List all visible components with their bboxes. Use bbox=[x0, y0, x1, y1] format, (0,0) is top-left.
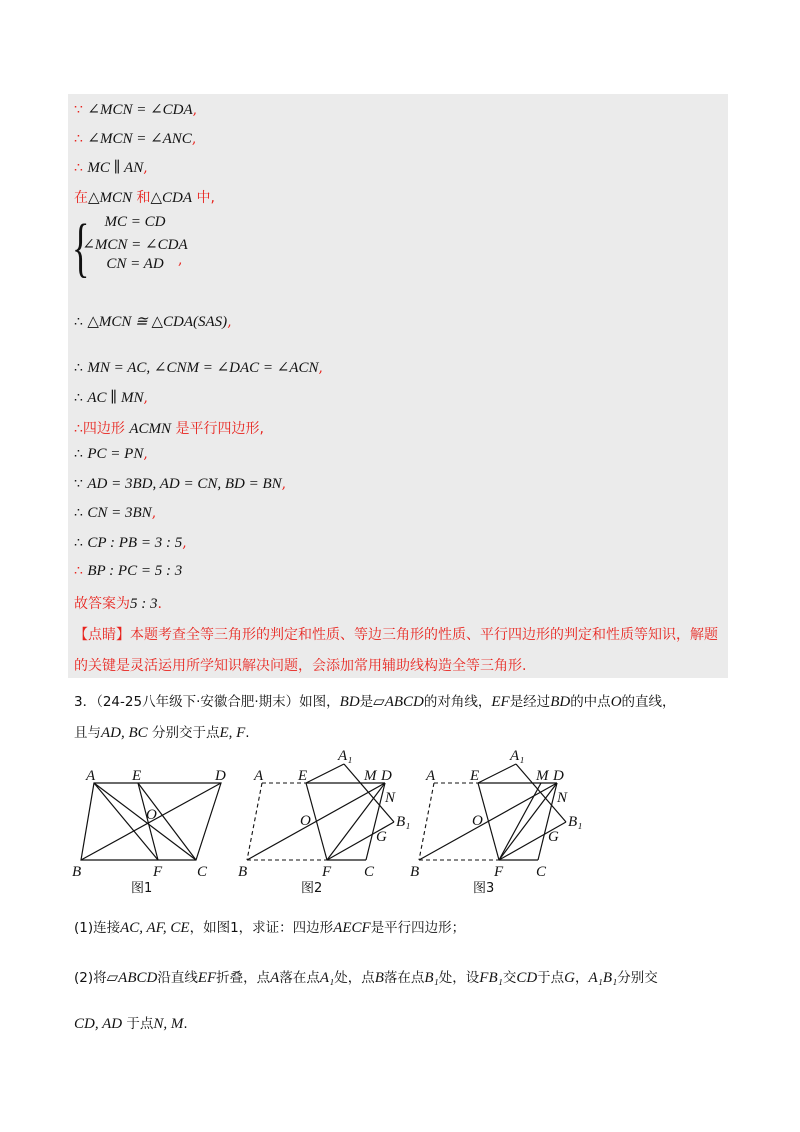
fig3-label-B: B bbox=[410, 864, 420, 880]
solution-line-9: ∴四边形 ACMN 是平行四边形, bbox=[74, 421, 264, 437]
solution-line-8: ∴ AC ∥ MN, bbox=[74, 390, 148, 406]
system-end-comma: , bbox=[178, 252, 183, 268]
fig3-label-F: F bbox=[494, 864, 504, 880]
figure-1 bbox=[72, 768, 226, 896]
solution-line-13: ∴ CP : PB = 3 : 5, bbox=[74, 535, 187, 551]
fig2-label-A1: A₁ bbox=[338, 748, 353, 764]
fig3-label-C: C bbox=[536, 864, 547, 880]
system-eq-2: ∠MCN = ∠CDA bbox=[82, 237, 188, 253]
fig1-caption: 图1 bbox=[131, 881, 153, 896]
fig3-label-A1: A₁ bbox=[510, 748, 525, 764]
solution-line-3: ∴ MC ∥ AN, bbox=[74, 160, 148, 176]
question-part-2: (2)将▱ABCD沿直线EF折叠，点A落在点A₁处，点B落在点B₁处，设FB₁交CD于点G，A₁B₁分别交 bbox=[74, 970, 658, 986]
fig2-label-N: N bbox=[385, 790, 396, 806]
solution-line-1: ∵ ∠MCN = ∠CDA, bbox=[74, 102, 198, 118]
solution-line-6: ∴ △MCN ≅ △CDA(SAS), bbox=[74, 314, 232, 330]
fig2-label-D: D bbox=[381, 768, 392, 784]
question-part-2-cont: CD, AD 于点N, M. bbox=[74, 1016, 188, 1032]
fig2-label-C: C bbox=[364, 864, 375, 880]
fig2-label-M: M bbox=[364, 768, 377, 784]
fig3-label-E: E bbox=[470, 768, 480, 784]
fig3-label-O: O bbox=[472, 813, 483, 829]
fig3-label-N: N bbox=[557, 790, 568, 806]
question-line-1: 3．（24-25八年级下·安徽合肥·期末）如图，BD是▱ABCD的对角线，EF是经过BD的中点O的直线， bbox=[74, 694, 676, 710]
fig1-label-E: E bbox=[132, 768, 142, 784]
system-eq-3: CN = AD bbox=[106, 256, 164, 272]
comment-line-1: 【点睛】本题考查全等三角形的判定和性质、等边三角形的性质、平行四边形的判定和性质等知识，解题 bbox=[74, 627, 718, 643]
solution-line-10: ∴ PC = PN, bbox=[74, 446, 148, 462]
fig1-label-C: C bbox=[197, 864, 208, 880]
fig3-label-D: D bbox=[553, 768, 564, 784]
fig2-label-E: E bbox=[298, 768, 308, 784]
solution-line-12: ∴ CN = 3BN, bbox=[74, 505, 157, 521]
solution-line-15: 故答案为5 : 3. bbox=[74, 596, 162, 612]
figure-3 bbox=[410, 748, 582, 896]
fig3-label-B1: B₁ bbox=[568, 814, 583, 830]
fig3-caption: 图3 bbox=[473, 881, 495, 896]
fig3-label-M: M bbox=[536, 768, 549, 784]
fig1-label-F: F bbox=[153, 864, 163, 880]
fig2-caption: 图2 bbox=[301, 881, 323, 896]
comment-line-2: 的关键是灵活运用所学知识解决问题，会添加常用辅助线构造全等三角形. bbox=[74, 658, 527, 674]
question-line-2: 且与AD, BC 分别交于点E, F. bbox=[74, 725, 250, 741]
fig2-label-O: O bbox=[300, 813, 311, 829]
fig1-label-B: B bbox=[72, 864, 82, 880]
fig2-label-B: B bbox=[238, 864, 248, 880]
fig1-label-O: O bbox=[146, 807, 157, 823]
fig3-label-A: A bbox=[426, 768, 436, 784]
figure-2 bbox=[238, 748, 410, 896]
solution-line-2: ∴ ∠MCN = ∠ANC, bbox=[74, 131, 197, 147]
fig2-label-A: A bbox=[254, 768, 264, 784]
fig2-label-B1: B₁ bbox=[396, 814, 411, 830]
solution-line-11: ∵ AD = 3BD, AD = CN, BD = BN, bbox=[74, 476, 287, 492]
fig1-label-A: A bbox=[86, 768, 96, 784]
solution-line-14: ∴ BP : PC = 5 : 3 bbox=[74, 563, 183, 579]
fig2-label-F: F bbox=[322, 864, 332, 880]
solution-line-4: 在△MCN 和△CDA 中, bbox=[74, 190, 215, 206]
fig1-label-D: D bbox=[215, 768, 226, 784]
system-eq-1: MC = CD bbox=[104, 214, 166, 230]
fig2-label-G: G bbox=[376, 829, 387, 845]
system-brace: { bbox=[72, 211, 90, 284]
solution-line-7: ∴ MN = AC, ∠CNM = ∠DAC = ∠ACN, bbox=[74, 360, 323, 376]
question-part-1: (1)连接AC, AF, CE，如图1，求证：四边形AECF是平行四边形； bbox=[74, 920, 466, 936]
fig3-label-G: G bbox=[548, 829, 559, 845]
